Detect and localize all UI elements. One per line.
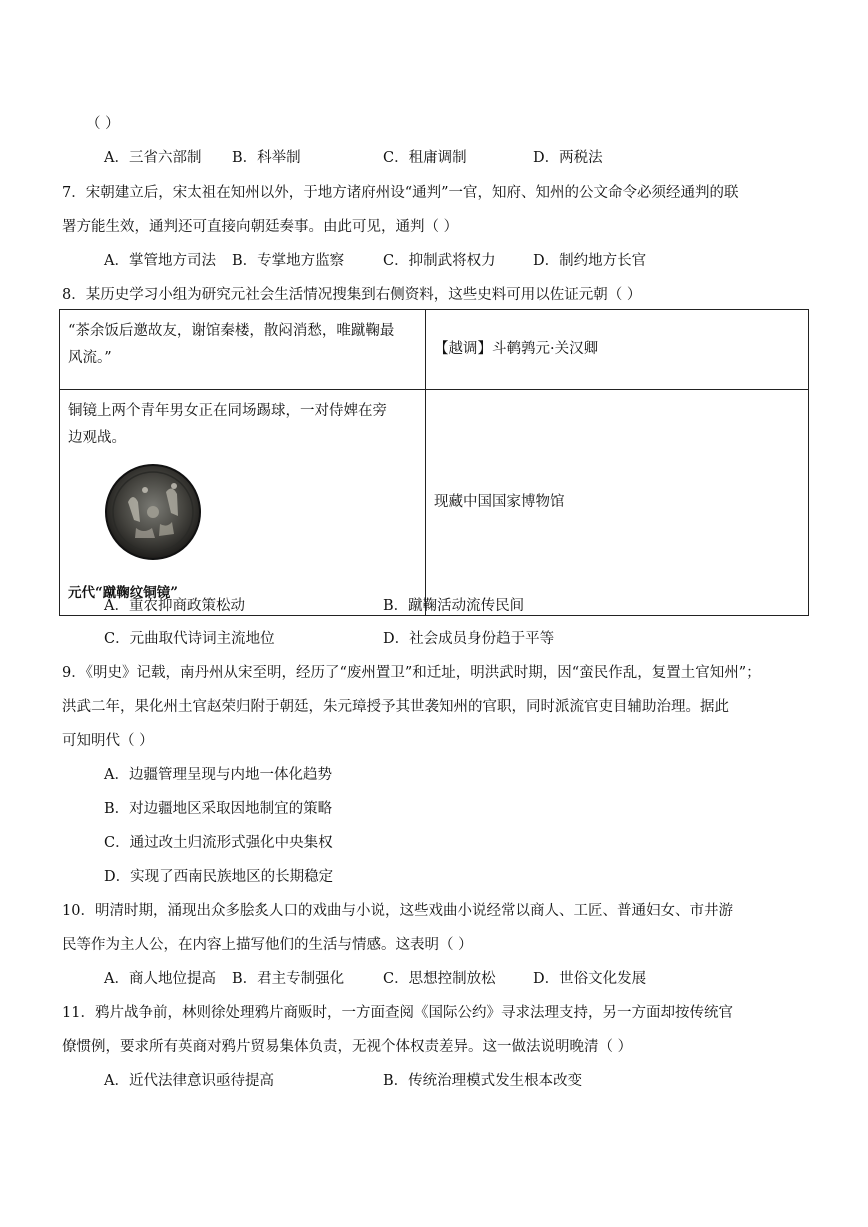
q10-option-a: A．商人地位提高: [104, 971, 216, 987]
bronze-mirror-image: [98, 462, 208, 562]
q10-stem-line2: 民等作为主人公，在内容上描写他们的生活与情感。这表明（ ）: [62, 937, 473, 953]
q8-mirror-figure: [68, 458, 417, 578]
q6-option-b: B．科举制: [232, 150, 301, 166]
q7-stem-line1: 7．宋朝建立后，宋太祖在知州以外，于地方诸府州设“通判”一官，知府、知州的公文命令必须经通判的联: [62, 185, 739, 201]
q8-stem: 8．某历史学习小组为研究元社会生活情况搜集到右侧资料，这些史料可用以佐证元朝（ ）: [62, 287, 642, 303]
q9-option-b: B．对边疆地区采取因地制宜的策略: [104, 801, 333, 817]
q8-table-cell-quote: [60, 310, 426, 390]
q10-option-b: B．君主专制强化: [232, 971, 345, 987]
q8-quote-line1: “茶余饭后邀故友，谢馆秦楼，散闷消愁，唯蹴鞠最: [68, 323, 395, 339]
q8-option-a: A．重农抑商政策松动: [104, 598, 245, 614]
q8-option-c: C．元曲取代诗词主流地位: [104, 631, 275, 647]
q6-option-c: C．租庸调制: [383, 150, 467, 166]
q11-stem-line2: 僚惯例，要求所有英商对鸦片贸易集体负责，无视个体权责差异。这一做法说明晚清（ ）: [62, 1039, 633, 1055]
q11-option-a: A．近代法律意识亟待提高: [104, 1073, 274, 1089]
q8-mirror-caption: 元代“蹴鞠纹铜镜”: [68, 585, 179, 601]
q10-stem-line1: 10．明清时期，涌现出众多脍炙人口的戏曲与小说，这些戏曲小说经常以商人、工匠、普通妇女、市井游: [62, 903, 733, 919]
q6-answer-paren: （ ）: [86, 116, 120, 132]
q8-quote-line2: 风流。”: [68, 350, 112, 366]
q10-option-d: D．世俗文化发展: [533, 971, 647, 987]
q9-stem-line3: 可知明代（ ）: [62, 733, 154, 749]
q8-source-table: [59, 309, 809, 616]
q8-table-cell-mirror: [60, 390, 426, 616]
q9-stem-line1: 9．《明史》记载，南丹州从宋至明，经历了“废州置卫”和迁址，明洪武时期，因“蛮民作乱，复置土官知州”；: [62, 665, 761, 681]
q6-option-d: D．两税法: [533, 150, 603, 166]
q8-mirror-desc-line1: 铜镜上两个青年男女正在同场踢球，一对侍婢在旁: [68, 403, 387, 419]
q9-option-a: A．边疆管理呈现与内地一体化趋势: [104, 767, 332, 783]
q7-stem-line2: 署方能生效，通判还可直接向朝廷奏事。由此可见，通判（ ）: [62, 219, 459, 235]
q8-option-b: B．蹴鞠活动流传民间: [383, 598, 525, 614]
q9-stem-line2: 洪武二年，果化州土官赵荣归附于朝廷，朱元璋授予其世袭知州的官职，同时派流官吏目辅助治理。据此: [62, 699, 729, 715]
q8-option-d: D．社会成员身份趋于平等: [383, 631, 555, 647]
q11-stem-line1: 11．鸦片战争前，林则徐处理鸦片商贩时，一方面查阅《国际公约》寻求法理支持，另一方面却按传统官: [62, 1005, 733, 1021]
q7-option-d: D．制约地方长官: [533, 253, 647, 269]
q8-collection-note: 现藏中国国家博物馆: [434, 494, 565, 510]
q8-mirror-desc-line2: 边观战。: [68, 430, 126, 446]
q9-option-d: D．实现了西南民族地区的长期稳定: [104, 869, 334, 885]
q8-table-cell-collection: [426, 390, 809, 616]
q10-option-c: C．思想控制放松: [383, 971, 496, 987]
q8-quote-source: 【越调】斗鹌鹑元·关汉卿: [434, 341, 599, 357]
q6-option-a: A．三省六部制: [104, 150, 202, 166]
q9-option-c: C．通过改土归流形式强化中央集权: [104, 835, 333, 851]
q7-option-c: C．抑制武将权力: [383, 253, 496, 269]
q8-table-cell-quote-source: [426, 310, 809, 390]
q7-option-b: B．专掌地方监察: [232, 253, 345, 269]
q11-option-b: B．传统治理模式发生根本改变: [383, 1073, 583, 1089]
q7-option-a: A．掌管地方司法: [104, 253, 216, 269]
